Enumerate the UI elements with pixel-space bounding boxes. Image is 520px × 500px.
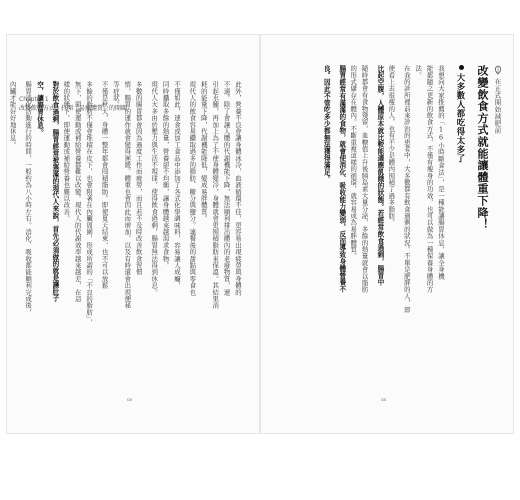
text-line: 同時攝取多餘的熱量，營養卻不均衡，讓身體越來越渴求食物。 — [161, 81, 170, 269]
chapter-subtitle-block — [493, 65, 503, 365]
right-page-body — [323, 65, 503, 365]
text-line: 在我的診所裡前來診治的患者中，大多數都有飲食過剩的狀況。不單是肥胖的人，即 — [402, 65, 411, 313]
text-line: 引起水腫，再加上為了不使身體變冷，身體就會更囤積脂肪來保溫。其結果消 — [211, 81, 220, 309]
text-line-emphasis: 比起空腹，人體原本就比較能適應飢餓的狀態。若經常飲食過剩，腸胃中 — [375, 65, 384, 286]
text-line: 我想向大家推薦的「16小時斷食法」，是一種能讓腸胃休息，讓全身機 — [437, 65, 445, 280]
section-title: 大多數人都吃得太多了 — [456, 73, 466, 163]
text-line: 現代人大多由於壓力與生活不規律，使得飲食過剩，腸胃無法得到休息。 — [150, 81, 159, 296]
left-page — [6, 34, 260, 434]
page-number: ox — [381, 398, 387, 403]
text-line: 耗的能量下降，代謝機能降低，變成易胖體質。 — [199, 81, 208, 222]
text-line: 內臟才能好好地休息。 — [8, 81, 17, 148]
text-line: 隨時都會有食物殘留，血糖值上升後胰島素大量分泌，多餘的熱量就會以脂肪 — [360, 65, 369, 293]
right-page — [260, 34, 514, 434]
book-spread — [6, 34, 514, 434]
text-line: 惰，腸胃的運作就會變得遲緩。體重也會因此而增加，以及有時還會出現便秘 — [123, 81, 132, 309]
section-heading — [455, 65, 467, 365]
text-line: 使看上去很瘦的人，也有不少是體內囤積了過多脂肪。 — [387, 65, 396, 226]
left-page-body — [9, 81, 241, 381]
text-line: 樣的狀態下，即使運動或補給營養也難以改善。 — [62, 81, 71, 222]
text-line-emphasis: 對於飲食過剩，腸胃經常被塞滿的現代人來說，首先必須做的就是讓肚子 — [50, 81, 59, 302]
text-line: 此外，營養不良會讓身體冰冷，血液循環不佳，更容易出現疲勞與身體的 — [234, 81, 242, 296]
text-line: 的形式儲存在體內。不斷重複這樣的循環，就容易成為易胖體質。 — [349, 65, 358, 260]
text-line-emphasis: 良。因此不管吃多少都無法獲得滿足。 — [322, 65, 331, 183]
leaf-icon — [493, 65, 503, 75]
text-line-emphasis: 空，讓腸胃休息。 — [35, 81, 44, 137]
bullet-icon — [459, 65, 464, 70]
text-line: 無下，即使運動或補給營養都難以改變。現代人的代謝效率越來越差，在這 — [73, 81, 82, 303]
text-line: 能都隨之更新的飲食方式，不僅有瘦身的功效，也可以做為一種保養身體的方 — [425, 65, 434, 293]
page-number: ox — [127, 398, 133, 403]
running-head-text: 改變飲食方式，打開「易瘦體質」的開關 — [19, 105, 128, 112]
text-line: 多餘的脂肪不僅會堆積在皮下，也會附著在內臟周圍，形成所謂的「不良的脂肪」， — [85, 81, 94, 326]
text-line: 多數的腸胃都會因為過度工作而疲勞，而且若不及時改善飲食習慣 — [134, 81, 143, 276]
text-line: 腸胃消化活動進行的時間，一般約為八小時左右。消化、吸收都能順利完成後， — [24, 81, 33, 316]
text-line: 等症狀。 — [111, 81, 120, 108]
chapter-title: 改變飲食方式就能讓體重下降！ — [476, 65, 489, 231]
text-line: 不適。除了會讓人體的代謝機能下降，無法順利排出體內的老廢物質，還 — [222, 81, 231, 296]
chapter-subtitle: 在正式開始減肥前 — [493, 78, 502, 134]
text-line: 不僅是秋天，身體一整年都會囤積脂肪。即使夏天結束，也不可以放鬆 — [100, 81, 109, 289]
text-line: 不僅如此，速食或加工食品中添加了各式化學調味料，容易讓人成癮， — [172, 81, 181, 289]
text-line-emphasis: 腸胃經常有滿滿的食物，就會使消化、吸收能力變弱，反而導致身體營養不 — [337, 65, 346, 293]
text-line: 法。 — [414, 65, 423, 79]
running-head-chapter: Chapter 1 — [19, 96, 49, 103]
text-line: 現代人的飲食容易攝取過多的脂肪、糖分與鹽分。連餐後的甜點與零食也 — [188, 81, 197, 296]
